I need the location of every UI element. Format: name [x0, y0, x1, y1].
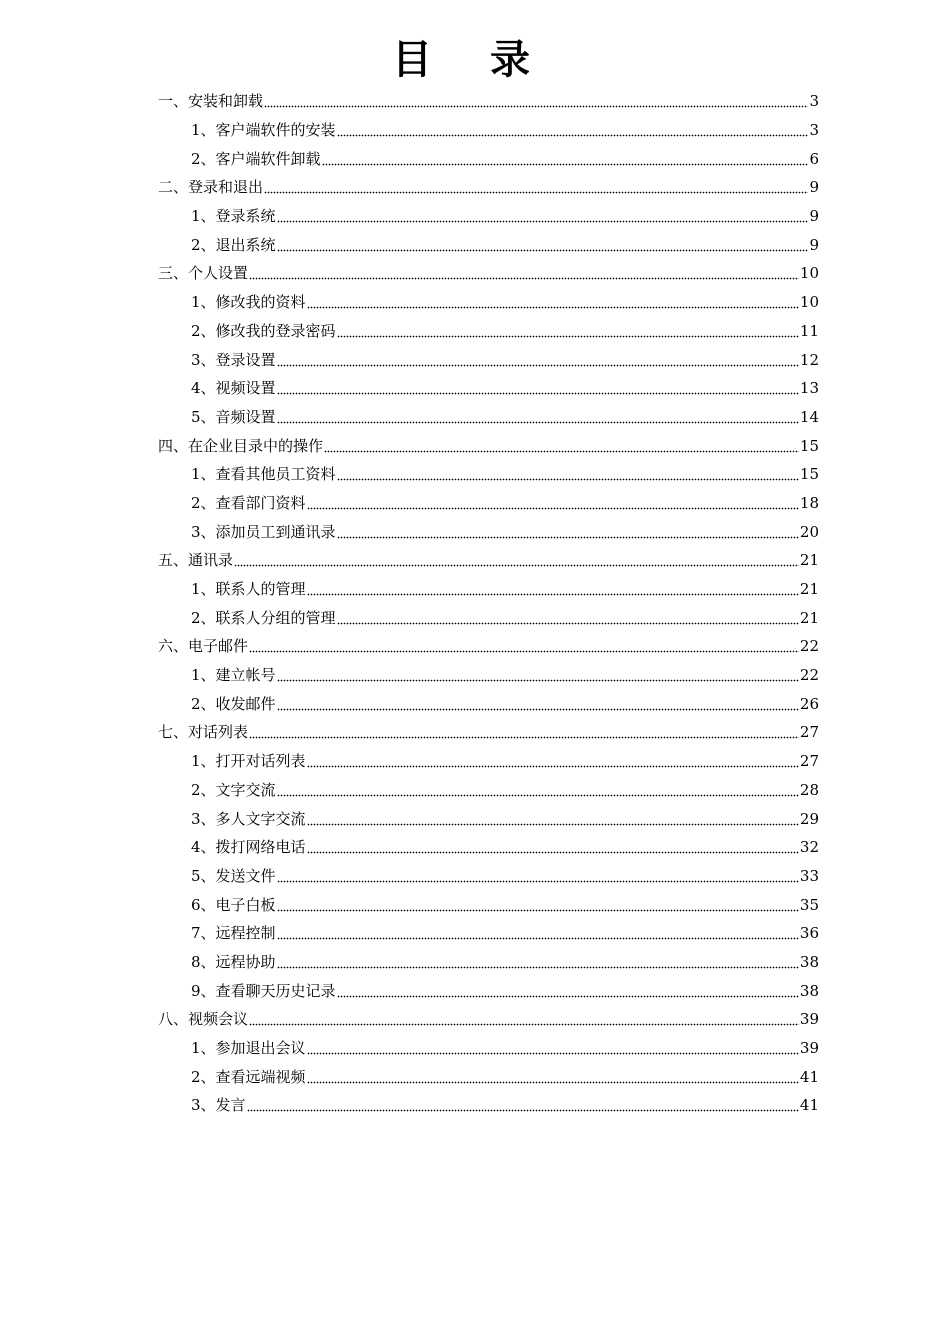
- toc-section-entry[interactable]: [158, 317, 819, 346]
- toc-entry-label: 1、登录系统: [191, 207, 276, 226]
- toc-section-entry[interactable]: [158, 288, 819, 317]
- toc-page-number: 22: [799, 666, 819, 685]
- toc-entry-label: 二、登录和退出: [158, 178, 264, 197]
- toc-entry-label: 2、查看部门资料: [191, 493, 306, 512]
- toc-page-number: 13: [799, 379, 819, 398]
- page-title: 目录: [392, 37, 588, 83]
- toc-section-entry[interactable]: [158, 460, 819, 489]
- toc-dot-leader: [307, 838, 799, 856]
- toc-chapter-entry[interactable]: [158, 632, 819, 661]
- toc-dot-leader: [307, 810, 799, 828]
- toc-dot-leader: [264, 178, 808, 196]
- toc-entry-label: 1、参加退出会议: [191, 1039, 306, 1058]
- toc-chapter-entry[interactable]: [158, 259, 819, 288]
- toc-section-entry[interactable]: [158, 862, 819, 891]
- toc-page-number: 27: [799, 723, 819, 742]
- toc-page-number: 20: [799, 522, 819, 541]
- toc-dot-leader: [277, 408, 799, 426]
- toc-entry-label: 2、修改我的登录密码: [191, 321, 336, 340]
- toc-dot-leader: [277, 666, 799, 684]
- toc-dot-leader: [264, 92, 808, 110]
- toc-chapter-entry[interactable]: [158, 718, 819, 747]
- toc-page-number: 27: [799, 752, 819, 771]
- toc-entry-label: 4、视频设置: [191, 379, 276, 398]
- toc-page-number: 28: [799, 780, 819, 799]
- toc-page-number: 21: [799, 608, 819, 627]
- toc-dot-leader: [277, 924, 799, 942]
- toc-chapter-entry[interactable]: [158, 173, 819, 202]
- toc-section-entry[interactable]: [158, 833, 819, 862]
- toc-entry-label: 5、发送文件: [191, 866, 276, 885]
- toc-dot-leader: [277, 351, 799, 369]
- toc-dot-leader: [277, 953, 799, 971]
- toc-entry-label: 1、建立帐号: [191, 666, 276, 685]
- toc-page-number: 9: [809, 207, 819, 226]
- toc-entry-label: 1、客户端软件的安装: [191, 121, 336, 140]
- toc-entry-label: 六、电子邮件: [158, 637, 249, 656]
- toc-dot-leader: [277, 781, 799, 799]
- toc-page-number: 15: [799, 436, 819, 455]
- toc-dot-leader: [337, 322, 799, 340]
- toc-page-number: 26: [799, 694, 819, 713]
- toc-dot-leader: [249, 264, 799, 282]
- toc-page-number: 3: [809, 92, 819, 111]
- toc-section-entry[interactable]: [158, 202, 819, 231]
- toc-page-number: 18: [799, 493, 819, 512]
- toc-page-number: 11: [799, 321, 819, 340]
- toc-chapter-entry[interactable]: [158, 1005, 819, 1034]
- toc-entry-label: 2、退出系统: [191, 235, 276, 254]
- toc-page-number: 9: [809, 235, 819, 254]
- toc-section-entry[interactable]: [158, 661, 819, 690]
- toc-section-entry[interactable]: [158, 776, 819, 805]
- toc-entry-label: 1、打开对话列表: [191, 752, 306, 771]
- toc-entry-label: 2、联系人分组的管理: [191, 608, 336, 627]
- toc-entry-label: 3、添加员工到通讯录: [191, 522, 336, 541]
- toc-page-number: 32: [799, 838, 819, 857]
- toc-dot-leader: [249, 723, 799, 741]
- toc-page-number: 39: [799, 1010, 819, 1029]
- toc-page-number: 6: [809, 149, 819, 168]
- toc-dot-leader: [307, 494, 799, 512]
- toc-page-number: 38: [799, 952, 819, 971]
- toc-entry-label: 2、客户端软件卸载: [191, 149, 321, 168]
- toc-section-entry[interactable]: [158, 890, 819, 919]
- toc-section-entry[interactable]: [158, 603, 819, 632]
- toc-page-number: 12: [799, 350, 819, 369]
- toc-dot-leader: [307, 1039, 799, 1057]
- toc-section-entry[interactable]: [158, 230, 819, 259]
- toc-dot-leader: [324, 437, 799, 455]
- toc-section-entry[interactable]: [158, 575, 819, 604]
- toc-entry-label: 9、查看聊天历史记录: [191, 981, 336, 1000]
- toc-dot-leader: [337, 982, 799, 1000]
- toc-page-number: 35: [799, 895, 819, 914]
- toc-dot-leader: [234, 551, 799, 569]
- toc-page-number: 21: [799, 580, 819, 599]
- toc-dot-leader: [247, 1096, 799, 1114]
- toc-section-entry[interactable]: [158, 689, 819, 718]
- toc-section-entry[interactable]: [158, 116, 819, 145]
- toc-dot-leader: [337, 523, 799, 541]
- toc-dot-leader: [277, 867, 799, 885]
- toc-dot-leader: [322, 150, 809, 168]
- toc-entry-label: 3、登录设置: [191, 350, 276, 369]
- toc-entry-label: 5、音频设置: [191, 407, 276, 426]
- toc-entry-label: 7、远程控制: [191, 924, 276, 943]
- toc-entry-label: 3、多人文字交流: [191, 809, 306, 828]
- toc-dot-leader: [277, 207, 809, 225]
- toc-page-number: 14: [799, 407, 819, 426]
- toc-section-entry[interactable]: [158, 804, 819, 833]
- toc-section-entry[interactable]: [158, 1091, 819, 1120]
- toc-section-entry[interactable]: [158, 517, 819, 546]
- toc-section-entry[interactable]: [158, 1062, 819, 1091]
- toc-dot-leader: [307, 1068, 799, 1086]
- toc-entry-label: 八、视频会议: [158, 1010, 249, 1029]
- toc-chapter-entry[interactable]: [158, 546, 819, 575]
- toc-entry-label: 3、发言: [191, 1096, 246, 1115]
- toc-section-entry[interactable]: [158, 489, 819, 518]
- toc-dot-leader: [337, 121, 809, 139]
- toc-page-number: 29: [799, 809, 819, 828]
- toc-page-number: 36: [799, 924, 819, 943]
- toc-entry-label: 6、电子白板: [191, 895, 276, 914]
- toc-section-entry[interactable]: [158, 919, 819, 948]
- toc-entry-label: 五、通讯录: [158, 551, 234, 570]
- toc-section-entry[interactable]: [158, 345, 819, 374]
- toc-entry-label: 2、文字交流: [191, 780, 276, 799]
- toc-chapter-entry[interactable]: [158, 431, 819, 460]
- toc-entry-label: 1、联系人的管理: [191, 580, 306, 599]
- toc-page-number: 10: [799, 264, 819, 283]
- toc-entry-label: 2、查看远端视频: [191, 1067, 306, 1086]
- toc-dot-leader: [277, 896, 799, 914]
- toc-page-number: 39: [799, 1039, 819, 1058]
- toc-section-entry[interactable]: [158, 948, 819, 977]
- toc-dot-leader: [277, 236, 809, 254]
- toc-dot-leader: [249, 1010, 799, 1028]
- toc-section-entry[interactable]: [158, 747, 819, 776]
- toc-entry-label: 4、拨打网络电话: [191, 838, 306, 857]
- toc-page-number: 10: [799, 293, 819, 312]
- toc-entry-label: 1、查看其他员工资料: [191, 465, 336, 484]
- toc-dot-leader: [277, 695, 799, 713]
- toc-entry-label: 1、修改我的资料: [191, 293, 306, 312]
- table-of-contents: [158, 87, 819, 1120]
- toc-entry-label: 2、收发邮件: [191, 694, 276, 713]
- toc-section-entry[interactable]: [158, 976, 819, 1005]
- toc-section-entry[interactable]: [158, 144, 819, 173]
- toc-dot-leader: [337, 609, 799, 627]
- toc-section-entry[interactable]: [158, 374, 819, 403]
- toc-page-number: 3: [809, 121, 819, 140]
- toc-entry-label: 三、个人设置: [158, 264, 249, 283]
- toc-page-number: 33: [799, 866, 819, 885]
- toc-chapter-entry[interactable]: [158, 87, 819, 116]
- toc-page-number: 9: [809, 178, 819, 197]
- toc-page-number: 41: [799, 1096, 819, 1115]
- toc-section-entry[interactable]: [158, 403, 819, 432]
- toc-entry-label: 8、远程协助: [191, 952, 276, 971]
- toc-entry-label: 一、安装和卸载: [158, 92, 264, 111]
- toc-dot-leader: [249, 637, 799, 655]
- toc-page-number: 41: [799, 1067, 819, 1086]
- toc-dot-leader: [337, 465, 799, 483]
- toc-dot-leader: [307, 752, 799, 770]
- toc-dot-leader: [277, 379, 799, 397]
- toc-entry-label: 四、在企业目录中的操作: [158, 436, 324, 455]
- toc-dot-leader: [307, 580, 799, 598]
- toc-page-number: 15: [799, 465, 819, 484]
- toc-section-entry[interactable]: [158, 1034, 819, 1063]
- toc-page-number: 21: [799, 551, 819, 570]
- toc-page-number: 38: [799, 981, 819, 1000]
- toc-dot-leader: [307, 293, 799, 311]
- toc-entry-label: 七、对话列表: [158, 723, 249, 742]
- toc-page-number: 22: [799, 637, 819, 656]
